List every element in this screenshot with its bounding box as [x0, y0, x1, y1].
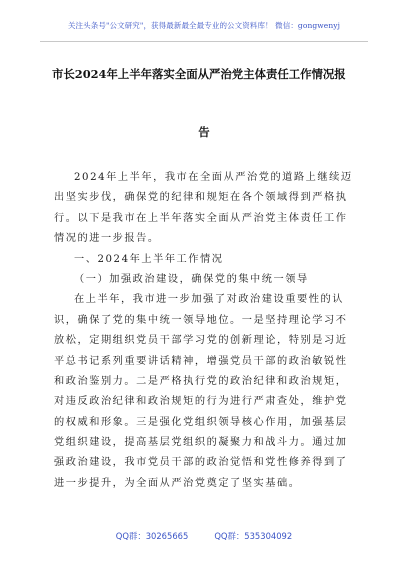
subsection-heading: （一）加强政治建设，确保党的集中统一领导: [74, 273, 309, 285]
paragraph-line: 强政治建设，我市党员干部的政治觉悟和党性修养得到了: [54, 457, 348, 469]
paragraph-line: 党组织建设，提高基层党组织的凝聚力和战斗力。通过加: [54, 437, 348, 449]
paragraph-line: 2024年上半年，我市在全面从严治党的道路上继续迈: [74, 172, 353, 183]
paragraph-line: 平总书记系列重要讲话精神，增强党员干部的政治敏锐性: [54, 355, 348, 367]
paragraph-line: 在上半年，我市进一步加强了对政治建设重要性的认: [74, 294, 344, 306]
paragraph-line: 情况的进一步报告。: [54, 233, 160, 245]
page-footer: [0, 530, 408, 542]
section-heading: 一、2024年上半年工作情况: [74, 253, 224, 265]
page-header-promo: 关注头条号"公文研究"，获得最新最全最专业的公文资料库！ 微信：gongwenyj: [67, 21, 341, 30]
paragraph-line: 出坚实步伐，确保党的纪律和规矩在各个领域得到严格执: [54, 192, 348, 204]
paragraph-line: 进一步提升，为全面从严治党奠定了坚实基础。: [54, 477, 301, 489]
footer-qq-group-2: QQ群：535304092: [214, 531, 293, 541]
paragraph-line: 对违反政治纪律和政治规矩的行为进行严肃查处，维护党: [54, 396, 348, 408]
paragraph-line: 识，确保了党的集中统一领导地位。一是坚持理论学习不: [54, 314, 348, 326]
paragraph-line: 和政治鉴别力。二是严格执行党的政治纪律和政治规矩，: [54, 375, 348, 387]
document-body: [54, 168, 354, 494]
paragraph-line: 放松，定期组织党员干部学习党的创新理论，特别是习近: [54, 335, 348, 347]
document-title-line-1: 市长2024年上半年落实全面从严治党主体责任工作情况报: [52, 67, 346, 81]
header-divider: [40, 41, 368, 42]
paragraph-line: 行。以下是我市在上半年落实全面从严治党主体责任工作: [54, 212, 348, 224]
document-title-line-2: 告: [198, 125, 210, 139]
footer-qq-group-1: QQ群：30265665: [115, 531, 189, 541]
paragraph-line: 的权威和形象。三是强化党组织领导核心作用，加强基层: [54, 416, 348, 428]
